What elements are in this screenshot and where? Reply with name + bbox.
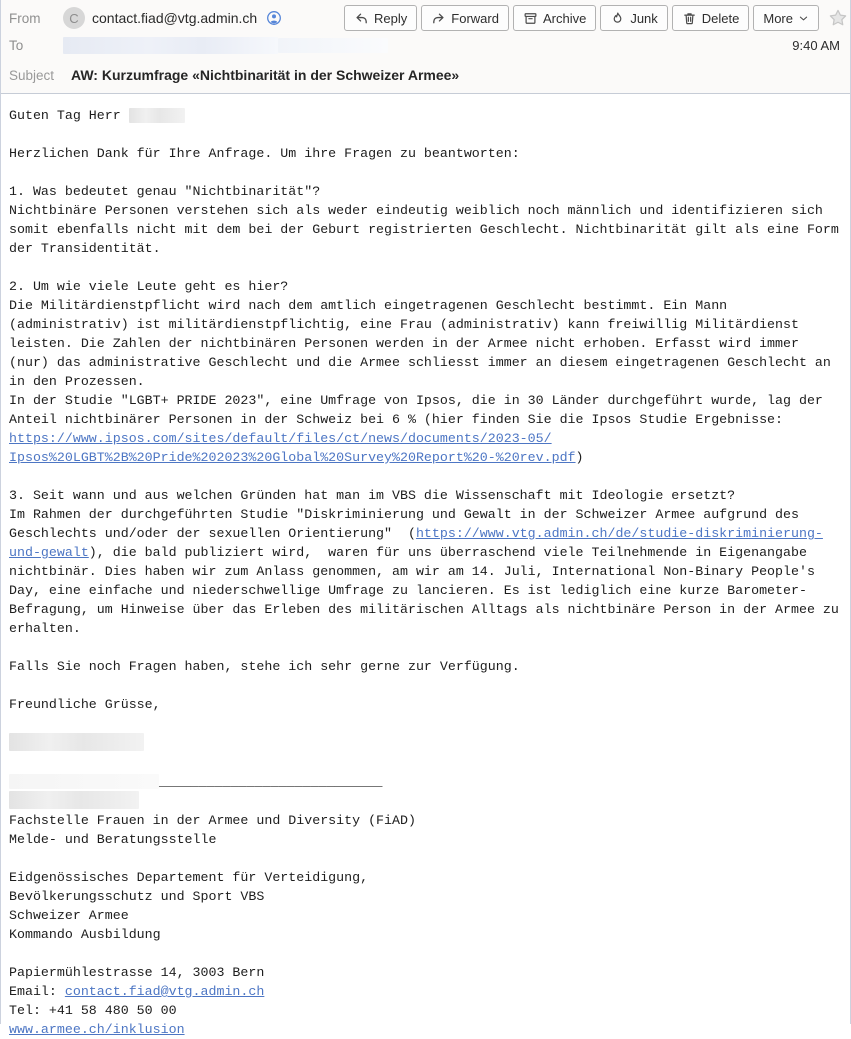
body-line (9, 714, 842, 733)
body-text: Schweizer Armee (9, 908, 129, 923)
body-line (9, 772, 842, 791)
body-line (9, 944, 842, 963)
body-text: Eidgenössisches Departement für Verteidigung, (9, 870, 369, 885)
body-text: erhalten. (9, 621, 81, 636)
body-text: Die Militärdienstpflicht wird nach dem amtlich eingetragenen Geschlecht bestimmt. Ein Mann (9, 298, 728, 313)
body-line (9, 448, 842, 467)
body-line (9, 315, 842, 334)
body-text: ) (575, 450, 584, 465)
body-text: der Transidentität. (9, 241, 161, 256)
body-line (9, 982, 842, 1001)
body-line (9, 868, 842, 887)
email-body-link[interactable]: https://www.vtg.admin.ch/de/studie-diskriminierung- (415, 526, 823, 541)
body-line (9, 239, 842, 258)
body-line (9, 830, 842, 849)
body-line (9, 791, 842, 811)
body-line (9, 657, 842, 676)
email-body-link[interactable]: Ipsos%20LGBT%2B%20Pride%202023%20Global%20Survey%20Report%20-%20rev.pdf (9, 450, 576, 465)
redacted-text (9, 774, 159, 789)
delete-button[interactable] (672, 5, 750, 31)
more-label: More (763, 10, 793, 26)
archive-icon (523, 11, 538, 26)
body-line (9, 849, 842, 868)
message-time: 9:40 AM (792, 38, 840, 53)
body-line (9, 676, 842, 695)
body-line (9, 429, 842, 448)
more-button[interactable] (753, 5, 819, 31)
body-text: (administrativ) ist militärdienstpflichtig, eine Frau (administrativ) kann freiwillig Militärdienst (9, 317, 799, 332)
body-line (9, 334, 842, 353)
archive-label: Archive (542, 10, 587, 26)
forward-label: Forward (451, 10, 499, 26)
body-text: Day, eine einfache und niederschwellige Umfrage zu lancieren. Es ist lediglich eine kurze Barometer- (9, 583, 807, 598)
body-text: Melde- und Beratungsstelle (9, 832, 217, 847)
subject-text: AW: Kurzumfrage «Nichtbinarität in der Schweizer Armee» (71, 67, 460, 83)
body-line (9, 543, 842, 562)
body-line (9, 144, 842, 163)
body-line (9, 220, 842, 239)
body-line (9, 619, 842, 638)
body-text: 3. Seit wann und aus welchen Gründen hat man im VBS die Wissenschaft mit Ideologie ersetzt? (9, 488, 736, 503)
body-line (9, 391, 842, 410)
email-body-link[interactable]: und-gewalt (9, 545, 89, 560)
body-text: Papiermühlestrasse 14, 3003 Bern (9, 965, 265, 980)
body-text: ____________________________ (159, 774, 383, 789)
body-text: Freundliche Grüsse, (9, 697, 161, 712)
redacted-recipient-tail (278, 38, 388, 53)
redacted-recipient (63, 37, 278, 54)
redacted-text (9, 791, 139, 809)
body-line (9, 277, 842, 296)
trash-icon (682, 11, 697, 26)
chevron-down-icon (798, 13, 809, 24)
junk-button[interactable] (600, 5, 667, 31)
body-line (9, 106, 842, 125)
sender-address[interactable]: contact.fiad@vtg.admin.ch (92, 10, 258, 26)
body-line (9, 372, 842, 391)
body-line (9, 887, 842, 906)
forward-button[interactable] (421, 5, 509, 31)
body-text: in den Prozessen. (9, 374, 145, 389)
reply-icon (354, 11, 369, 26)
body-text: Falls Sie noch Fragen haben, stehe ich sehr gerne zur Verfügung. (9, 659, 520, 674)
body-text: Fachstelle Frauen in der Armee und Diversity (FiAD) (9, 813, 416, 828)
body-line (9, 1020, 842, 1039)
email-body-link[interactable]: www.armee.ch/inklusion (9, 1022, 185, 1037)
redacted-text (9, 733, 144, 751)
archive-button[interactable] (513, 5, 596, 31)
body-text: nichtbinär. Dies haben wir zum Anlass genommen, am wir am 14. Juli, International Non-Binary People's (9, 564, 815, 579)
body-text: 1. Was bedeutet genau "Nichtbinarität"? (9, 184, 321, 199)
junk-flame-icon (610, 11, 625, 26)
body-text: ), die bald publiziert wird, waren für uns überraschend viele Teilnehmende in Eigenangabe (88, 545, 807, 560)
body-line (9, 467, 842, 486)
body-line (9, 201, 842, 220)
body-text: leisten. Die Zahlen der nichtbinären Personen werden in der Armee nicht erhoben. Erfasst wird immer (9, 336, 799, 351)
body-text: 2. Um wie viele Leute geht es hier? (9, 279, 289, 294)
body-line (9, 562, 842, 581)
body-line (9, 163, 842, 182)
body-line (9, 1001, 842, 1020)
to-label: To (9, 38, 24, 53)
body-text: (nur) das administrative Geschlecht und die Armee schliesst immer an diesem eingetragenen Geschlecht an (9, 355, 831, 370)
body-line (9, 906, 842, 925)
body-line (9, 505, 842, 524)
redacted-text (129, 108, 185, 123)
body-line (9, 963, 842, 982)
subject-row (9, 58, 842, 88)
body-text: Email: (9, 984, 65, 999)
junk-label: Junk (630, 10, 658, 26)
body-line (9, 410, 842, 429)
body-text: Geschlechts und/oder der sexuellen Orientierung" ( (9, 526, 416, 541)
message-header (1, 0, 850, 94)
body-text: Herzlichen Dank für Ihre Anfrage. Um ihre Fragen zu beantworten: (9, 146, 520, 161)
body-text: Nichtbinäre Personen verstehen sich als weder eindeutig weiblich noch männlich und identifizieren sich (9, 203, 823, 218)
message-toolbar (344, 5, 842, 31)
body-text: Kommando Ausbildung (9, 927, 161, 942)
sender-group (63, 7, 282, 29)
body-line (9, 695, 842, 714)
body-text: Guten Tag Herr (9, 108, 129, 123)
body-text: somit ebenfalls nicht mit dem bei der Geburt registrierten Geschlecht. Nichtbinarität gilt als eine Form (9, 222, 839, 237)
body-text: Befragung, um Hinweise über das Erleben des militärischen Alltags als nichtbinäre Person in der Armee zu (9, 602, 839, 617)
from-row (9, 3, 842, 33)
from-label: From (9, 10, 41, 26)
body-line (9, 753, 842, 772)
subject-label: Subject (9, 67, 55, 83)
body-line (9, 524, 842, 543)
body-line (9, 600, 842, 619)
forward-icon (431, 11, 446, 26)
body-line (9, 925, 842, 944)
email-body-link[interactable]: contact.fiad@vtg.admin.ch (64, 984, 265, 999)
reply-label: Reply (374, 10, 408, 26)
body-line (9, 733, 842, 753)
body-line (9, 353, 842, 372)
sender-avatar: C (63, 7, 85, 29)
body-text: In der Studie "LGBT+ PRIDE 2023", eine Umfrage von Ipsos, die in 30 Länder durchgeführt wurde, lag der (9, 393, 823, 408)
contact-in-addressbook-icon[interactable] (266, 10, 282, 26)
body-line (9, 125, 842, 144)
body-line (9, 811, 842, 830)
delete-label: Delete (701, 10, 740, 26)
body-line (9, 581, 842, 600)
body-text: Tel: +41 58 480 50 00 (9, 1003, 177, 1018)
message-body (1, 94, 850, 1039)
to-row (9, 33, 842, 58)
reply-button[interactable] (344, 5, 417, 31)
body-line (9, 258, 842, 277)
body-line (9, 638, 842, 657)
body-text: Anteil nichtbinärer Personen in der Schweiz bei 6 % (hier finden Sie die Ipsos Studie Ergebnisse: (9, 412, 784, 427)
body-line (9, 182, 842, 201)
body-text: Bevölkerungsschutz und Sport VBS (9, 889, 265, 904)
email-body-link[interactable]: https://www.ipsos.com/sites/default/files/ct/news/documents/2023-05/ (9, 431, 552, 446)
body-line (9, 296, 842, 315)
body-text: Im Rahmen der durchgeführten Studie "Diskriminierung und Gewalt in der Schweizer Armee aufgrund des (9, 507, 799, 522)
star-flag-icon[interactable] (828, 8, 848, 28)
body-line (9, 486, 842, 505)
